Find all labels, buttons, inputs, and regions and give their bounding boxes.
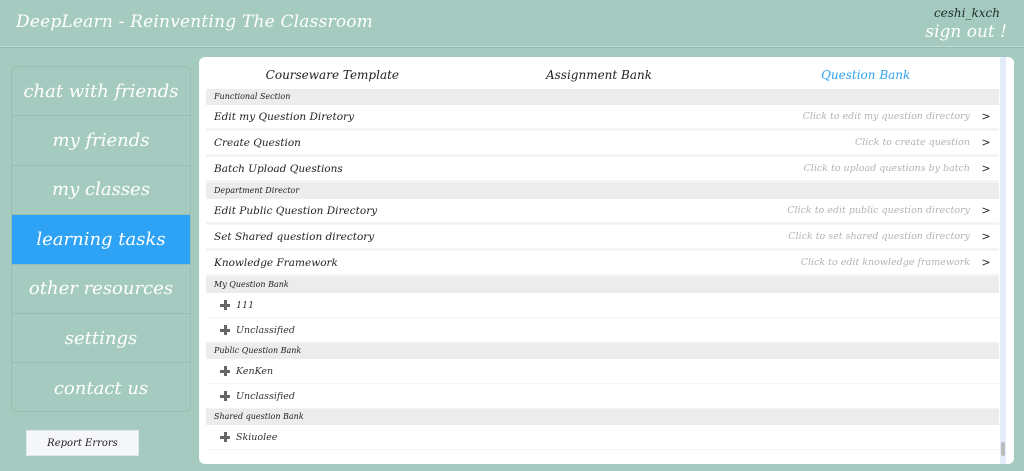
section-header-shared-question-bank: Shared question Bank: [206, 409, 999, 425]
row-hint: Click to edit knowledge framework: [800, 257, 970, 268]
tree-item-111[interactable]: [206, 293, 999, 318]
row-create-question[interactable]: [206, 131, 999, 157]
row-label: Knowledge Framework: [214, 256, 338, 269]
row-hint: Click to set shared question directory: [788, 231, 970, 242]
tree-item-unclassified[interactable]: [206, 318, 999, 343]
tree-item-label: Unclassified: [236, 390, 295, 402]
plus-icon[interactable]: [220, 300, 230, 310]
report-errors-button[interactable]: Report Errors: [26, 430, 139, 456]
app-title: DeepLearn - Reinventing The Classroom: [16, 12, 374, 32]
tree-item-kenken[interactable]: [206, 359, 999, 384]
sidebar-item-chat-with-friends[interactable]: chat with friends: [12, 67, 190, 116]
row-hint: Click to upload questions by batch: [803, 163, 970, 174]
tree-item-label: Skiuolee: [236, 431, 278, 443]
sidebar-item-settings[interactable]: settings: [12, 314, 190, 363]
sidebar-nav: [11, 66, 191, 412]
section-header-my-question-bank: My Question Bank: [206, 277, 999, 293]
chevron-right-icon: >: [981, 162, 991, 175]
row-label: Set Shared question directory: [214, 230, 375, 243]
row-knowledge-framework[interactable]: [206, 251, 999, 277]
tree-item-skiuolee[interactable]: [206, 425, 999, 450]
row-edit-public-question-directory[interactable]: [206, 199, 999, 225]
tree-item-label: Unclassified: [236, 324, 295, 336]
row-set-shared-question-directory[interactable]: [206, 225, 999, 251]
sidebar-item-my-friends[interactable]: my friends: [12, 116, 190, 165]
vertical-scrollbar[interactable]: [1000, 57, 1006, 464]
sidebar-item-my-classes[interactable]: my classes: [12, 166, 190, 215]
question-bank-content: [206, 89, 999, 464]
chevron-right-icon: >: [981, 110, 991, 123]
chevron-right-icon: >: [981, 204, 991, 217]
tree-item-unclassified-public[interactable]: [206, 384, 999, 409]
tab-assignment-bank[interactable]: Assignment Bank: [545, 68, 653, 82]
section-header-functional: Functional Section: [206, 89, 999, 105]
section-header-department-director: Department Director: [206, 183, 999, 199]
tab-bar: [199, 57, 999, 89]
tab-courseware-template[interactable]: Courseware Template: [265, 68, 400, 82]
sidebar-item-learning-tasks[interactable]: learning tasks: [12, 215, 190, 264]
row-hint: Click to create question: [855, 137, 970, 148]
row-label: Batch Upload Questions: [214, 162, 343, 175]
row-hint: Click to edit my question directory: [802, 111, 970, 122]
tab-question-bank[interactable]: Question Bank: [821, 68, 911, 82]
plus-icon[interactable]: [220, 325, 230, 335]
plus-icon[interactable]: [220, 366, 230, 376]
row-hint: Click to edit public question directory: [787, 205, 970, 216]
sidebar-item-contact-us[interactable]: contact us: [53, 377, 149, 399]
row-label: Edit my Question Diretory: [214, 110, 355, 123]
scrollbar-thumb[interactable]: [1001, 442, 1005, 456]
chevron-right-icon: >: [981, 230, 991, 243]
section-header-public-question-bank: Public Question Bank: [206, 343, 999, 359]
main-panel: [199, 57, 1014, 464]
row-label: Create Question: [214, 136, 301, 149]
row-label: Edit Public Question Directory: [214, 204, 378, 217]
tree-item-label: 111: [236, 299, 255, 311]
chevron-right-icon: >: [981, 136, 991, 149]
row-edit-my-question-directory[interactable]: [206, 105, 999, 131]
sign-out-link[interactable]: sign out !: [925, 22, 1007, 42]
sidebar-item-other-resources[interactable]: other resources: [12, 265, 190, 314]
chevron-right-icon: >: [981, 256, 991, 269]
app-header: [0, 0, 1024, 47]
plus-icon[interactable]: [220, 432, 230, 442]
tree-item-label: KenKen: [236, 365, 274, 377]
row-batch-upload-questions[interactable]: [206, 157, 999, 183]
plus-icon[interactable]: [220, 391, 230, 401]
username: ceshi_kxch: [933, 6, 1000, 20]
